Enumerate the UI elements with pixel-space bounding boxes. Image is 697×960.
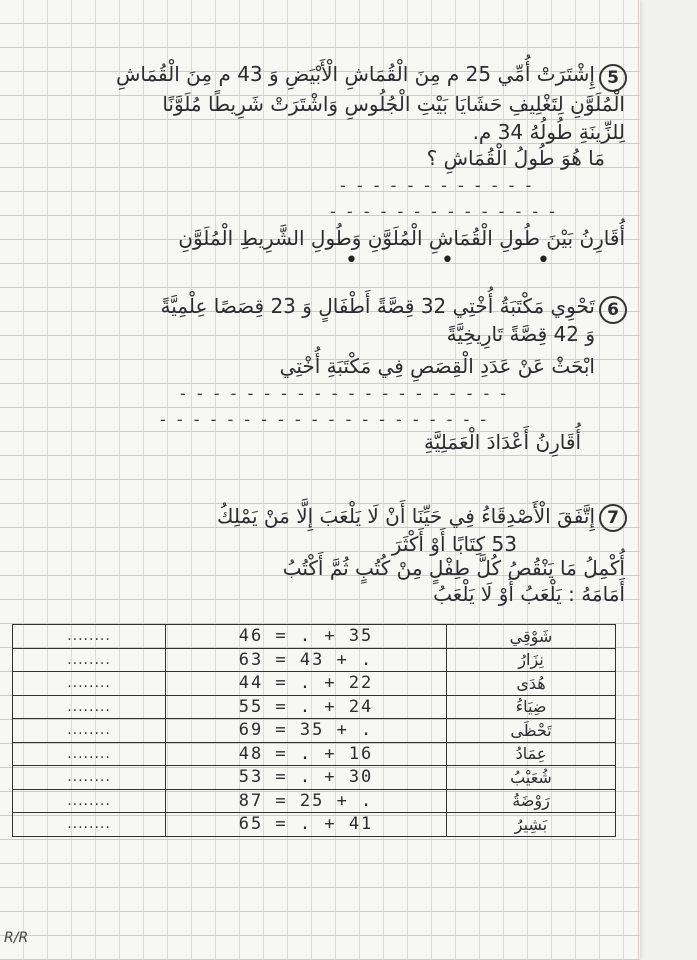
result-cell[interactable]: ........ <box>13 625 166 649</box>
exercise-5-question: مَا هُوَ طُولُ الْقُمَاشِ ؟ <box>426 146 605 170</box>
result-cell[interactable]: ........ <box>13 672 166 696</box>
exercise-7-number: 7 <box>599 504 627 532</box>
child-name-cell: ضِيَاءُ <box>447 695 616 719</box>
exercise-6-answer-dots-1: - - - - - - - - - - - - - - - - - - - - <box>180 384 510 403</box>
child-name-cell: عِمَادُ <box>447 742 616 766</box>
equation-cell: 63 = 43 + . <box>166 648 447 672</box>
exercise-5-number: 5 <box>599 64 627 92</box>
table-row <box>13 742 616 766</box>
table-row <box>13 789 616 813</box>
child-name-cell: هُدَى <box>447 672 616 696</box>
table-row <box>13 813 616 837</box>
child-name-cell: شُعَيْبُ <box>447 766 616 790</box>
exercise-5-answer-dots-1: - - - - - - - - - - - - <box>340 176 535 195</box>
child-name-cell: نِزَارُ <box>447 648 616 672</box>
equation-cell: 44 = . + 22 <box>166 672 447 696</box>
result-cell[interactable]: ........ <box>13 742 166 766</box>
exercise-5-line-3: لِلزِّينَةِ طُولُهُ 34 م. <box>472 120 625 144</box>
exercise-5-points: • • • <box>345 248 588 273</box>
child-name-cell: بَشِيرُ <box>447 813 616 837</box>
result-cell[interactable]: ........ <box>13 648 166 672</box>
exercise-6-line-2: وَ 42 قِصَّةً تَارِيخِيَّةً <box>446 322 595 346</box>
exercise-5-line-2: الْمُلَوَّنِ لِتَغْلِيفِ حَشَايَا بَيْتِ الْجُلُوسِ وَاشْتَرَتْ شَرِيطًا مُلَوَّنًا <box>162 92 625 116</box>
exercise-5-compare: أُقَارِنُ بَيْنَ طُولِ الْقُمَاشِ الْمُلَوَّنِ وَطُولِ الشَّرِيطِ الْمُلَوَّنِ <box>178 226 625 250</box>
exercise-6-compare: أُقَارِنُ أَعْدَادَ الْعَمَلِيَّةِ <box>424 430 581 454</box>
equation-cell: 87 = 25 + . <box>166 789 447 813</box>
exercise-6-question: ابْحَثْ عَنْ عَدَدِ الْقِصَصِ فِي مَكْتَبَةِ أُخْتِي <box>279 354 595 378</box>
exercise-7-table <box>12 624 616 837</box>
result-cell[interactable]: ........ <box>13 813 166 837</box>
result-cell[interactable]: ........ <box>13 766 166 790</box>
exercise-5-line-1: إِشْتَرَتْ أُمِّي 25 م مِنَ الْقُمَاشِ الْأَبْيَضِ وَ 43 م مِنَ الْقُمَاشِ <box>115 62 595 86</box>
table-row <box>13 648 616 672</box>
page-margin-line <box>638 0 639 960</box>
exercise-6-answer-dots-2: - - - - - - - - - - - - - - - - - - - - <box>160 410 490 429</box>
equation-cell: 55 = . + 24 <box>166 695 447 719</box>
exercise-7-line-2: 53 كِتَابًا أَوْ أَكْثَرَ <box>391 532 517 556</box>
child-name-cell: تَحْظَى <box>447 719 616 743</box>
equation-cell: 46 = . + 35 <box>166 625 447 649</box>
equation-cell: 69 = 35 + . <box>166 719 447 743</box>
table-row <box>13 719 616 743</box>
table-row <box>13 672 616 696</box>
table-row <box>13 625 616 649</box>
exercise-6-number: 6 <box>599 296 627 324</box>
result-cell[interactable]: ........ <box>13 719 166 743</box>
table-row <box>13 695 616 719</box>
equation-cell: 53 = . + 30 <box>166 766 447 790</box>
exercise-7-line-4: أَمَامَهُ : يَلْعَبُ أَوْ لَا يَلْعَبُ <box>433 582 625 606</box>
equation-cell: 65 = . + 41 <box>166 813 447 837</box>
exercise-7-line-1: إِتَّفَقَ الْأَصْدِقَاءُ فِي حَيِّنَا أَنْ لَا يَلْعَبَ إِلَّا مَنْ يَمْلِكُ <box>216 504 595 528</box>
result-cell[interactable]: ........ <box>13 695 166 719</box>
result-cell[interactable]: ........ <box>13 789 166 813</box>
footer-initials: R/R <box>4 930 29 946</box>
exercise-7-line-3: أُكْمِلُ مَا يَنْقُصُ كُلَّ طِفْلٍ مِنْ كُتُبٍ ثُمَّ أَكْتُبُ <box>282 556 625 580</box>
table-row <box>13 766 616 790</box>
child-name-cell: شَوْقِي <box>447 625 616 649</box>
equation-cell: 48 = . + 16 <box>166 742 447 766</box>
exercise-6-line-1: تَحْوِي مَكْتَبَةُ أُخْتِي 32 قِصَّةً أَطْفَالٍ وَ 23 قِصَصًا عِلْمِيَّةً <box>160 294 595 318</box>
exercise-5-answer-dots-2: - - - - - - - - - - - - - - <box>330 202 558 221</box>
child-name-cell: رَوْضَةُ <box>447 789 616 813</box>
